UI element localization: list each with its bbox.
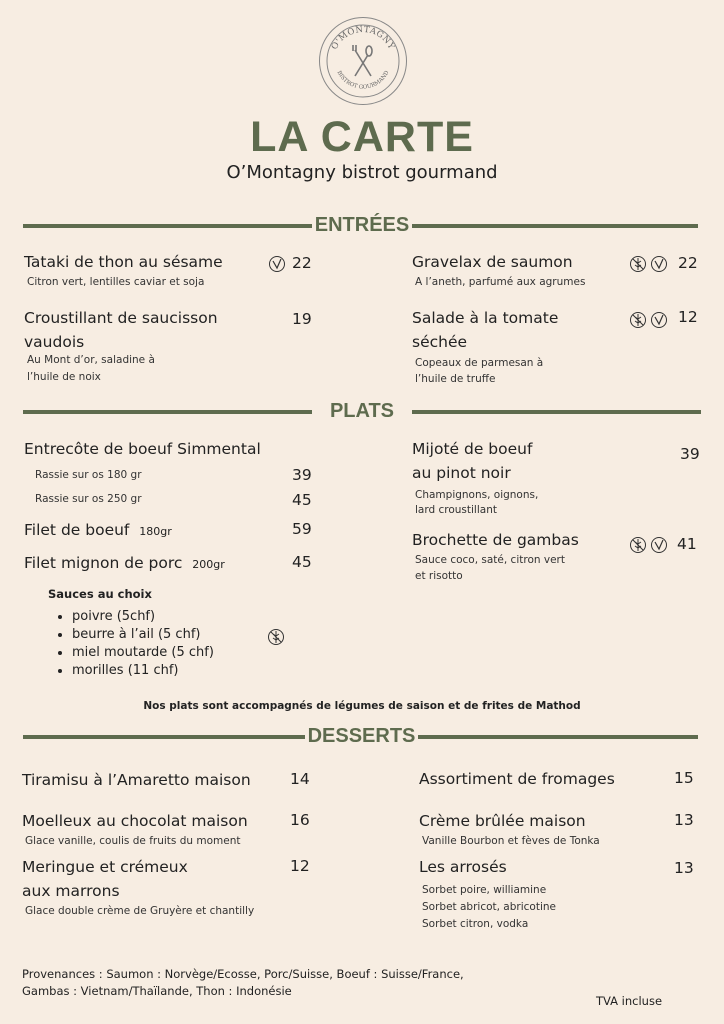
gluten-free-icon [629, 311, 647, 329]
dish-price: 41 [677, 535, 697, 553]
dish-name: Brochette de gambas [412, 531, 579, 549]
section-divider-right [412, 410, 701, 414]
dish-price: 19 [292, 310, 312, 328]
fork-knife-icon [353, 45, 372, 76]
vegan-icon [650, 311, 668, 329]
dish-price: 59 [292, 520, 312, 538]
dish-name: Crème brûlée maison [419, 812, 586, 830]
section-divider-right [412, 224, 698, 228]
dish-price: 13 [674, 811, 694, 829]
dish-description: Au Mont d’or, saladine à [27, 354, 155, 366]
section-divider-left [23, 410, 312, 414]
dish-price: 15 [674, 769, 694, 787]
vegan-icon [650, 255, 668, 273]
section-title-desserts: DESSERTS [307, 725, 416, 747]
dish-name-text: Filet mignon de porc [24, 554, 183, 572]
dish-description-cont: l’huile de noix [27, 371, 101, 383]
sauces-list [54, 608, 214, 680]
dish-description: Copeaux de parmesan à [415, 357, 544, 369]
dish-price: 13 [674, 859, 694, 877]
page-subtitle: O’Montagny bistrot gourmand [226, 162, 498, 183]
dish-name: Les arrosés [419, 858, 507, 876]
gluten-free-icon [629, 536, 647, 554]
logo-text-top: O'MONTAGNY [329, 24, 397, 52]
dish-price: 22 [678, 254, 698, 272]
restaurant-logo [319, 17, 407, 105]
dish-description-cont: lard croustillant [415, 504, 497, 516]
dish-name: Croustillant de saucisson [24, 309, 218, 327]
dish-name-text: Filet de boeuf [24, 521, 130, 539]
dish-name: Tataki de thon au sésame [24, 253, 223, 271]
section-title-entrees: ENTRÉES [314, 214, 410, 236]
logo-emblem [320, 18, 406, 104]
dish-description: Vanille Bourbon et fèves de Tonka [422, 835, 600, 847]
svg-text:O'MONTAGNY [330, 25, 396, 52]
section-divider-left [23, 224, 312, 228]
dish-name [24, 551, 225, 577]
dish-name [24, 518, 172, 544]
dish-price: 45 [292, 491, 312, 509]
dish-name: Gravelax de saumon [412, 253, 573, 271]
section-divider-left [23, 735, 305, 739]
dish-name: Salade à la tomate [412, 309, 559, 327]
dish-name: Mijoté de boeuf [412, 440, 533, 458]
dish-weight: 200gr [192, 558, 225, 571]
dish-option: Rassie sur os 180 gr [35, 469, 142, 481]
svg-text:BISTROT GOURMAND [336, 69, 391, 90]
dish-price: 12 [290, 857, 310, 875]
dish-weight: 180gr [139, 525, 172, 538]
dish-name: Moelleux au chocolat maison [22, 812, 248, 830]
vegan-icon [650, 536, 668, 554]
dish-description-cont: Sorbet abricot, abricotine [422, 901, 556, 913]
gluten-free-icon [629, 255, 647, 273]
dish-name: Assortiment de fromages [419, 770, 615, 788]
dish-description: A l’aneth, parfumé aux agrumes [415, 276, 586, 288]
list-item: • miel moutarde (5 chf) [72, 644, 214, 662]
logo-text-bottom: BISTROT GOURMAND [335, 69, 391, 91]
sauces-title: Sauces au choix [48, 587, 152, 601]
dish-price: 22 [292, 254, 312, 272]
dish-description: Glace vanille, coulis de fruits du moment [25, 835, 241, 847]
dish-price: 16 [290, 811, 310, 829]
dish-description-cont: et risotto [415, 570, 463, 582]
dish-description: Sauce coco, saté, citron vert [415, 554, 565, 566]
vegan-icon [268, 255, 286, 273]
list-item: • poivre (5chf) [72, 608, 214, 626]
list-item: • morilles (11 chf) [72, 662, 214, 680]
provenances-line: Gambas : Vietnam/Thaïlande, Thon : Indonésie [22, 984, 292, 998]
dish-description-cont: l’huile de truffe [415, 373, 496, 385]
dish-name: Entrecôte de boeuf Simmental [24, 440, 261, 458]
section-divider-right [418, 735, 698, 739]
dish-option: Rassie sur os 250 gr [35, 493, 142, 505]
dish-price: 45 [292, 553, 312, 571]
gluten-free-icon [267, 628, 285, 646]
side-dishes-note: Nos plats sont accompagnés de légumes de saison et de frites de Mathod [143, 700, 581, 712]
dish-description: Glace double crème de Gruyère et chantilly [25, 905, 255, 917]
provenances-line: Provenances : Saumon : Norvège/Ecosse, Porc/Suisse, Boeuf : Suisse/France, [22, 967, 464, 981]
section-title-plats: PLATS [329, 400, 395, 422]
dish-name-cont: au pinot noir [412, 464, 511, 482]
tva-note: TVA incluse [596, 994, 663, 1008]
dish-price: 12 [678, 308, 698, 326]
dish-price: 39 [292, 466, 312, 484]
dish-name-cont: vaudois [24, 333, 85, 351]
dish-description: Sorbet poire, williamine [422, 884, 547, 896]
dish-name: Meringue et crémeux [22, 858, 188, 876]
dish-name-cont: aux marrons [22, 882, 120, 900]
dish-description: Champignons, oignons, [415, 489, 539, 501]
dish-description-cont: Sorbet citron, vodka [422, 918, 529, 930]
dish-price: 14 [290, 770, 310, 788]
dish-price: 39 [680, 445, 700, 463]
dish-name: Tiramisu à l’Amaretto maison [22, 771, 251, 789]
list-item: • beurre à l’ail (5 chf) [72, 626, 214, 644]
dish-description: Citron vert, lentilles caviar et soja [27, 276, 205, 288]
page-title: LA CARTE [250, 113, 474, 161]
dish-name-cont: séchée [412, 333, 468, 351]
